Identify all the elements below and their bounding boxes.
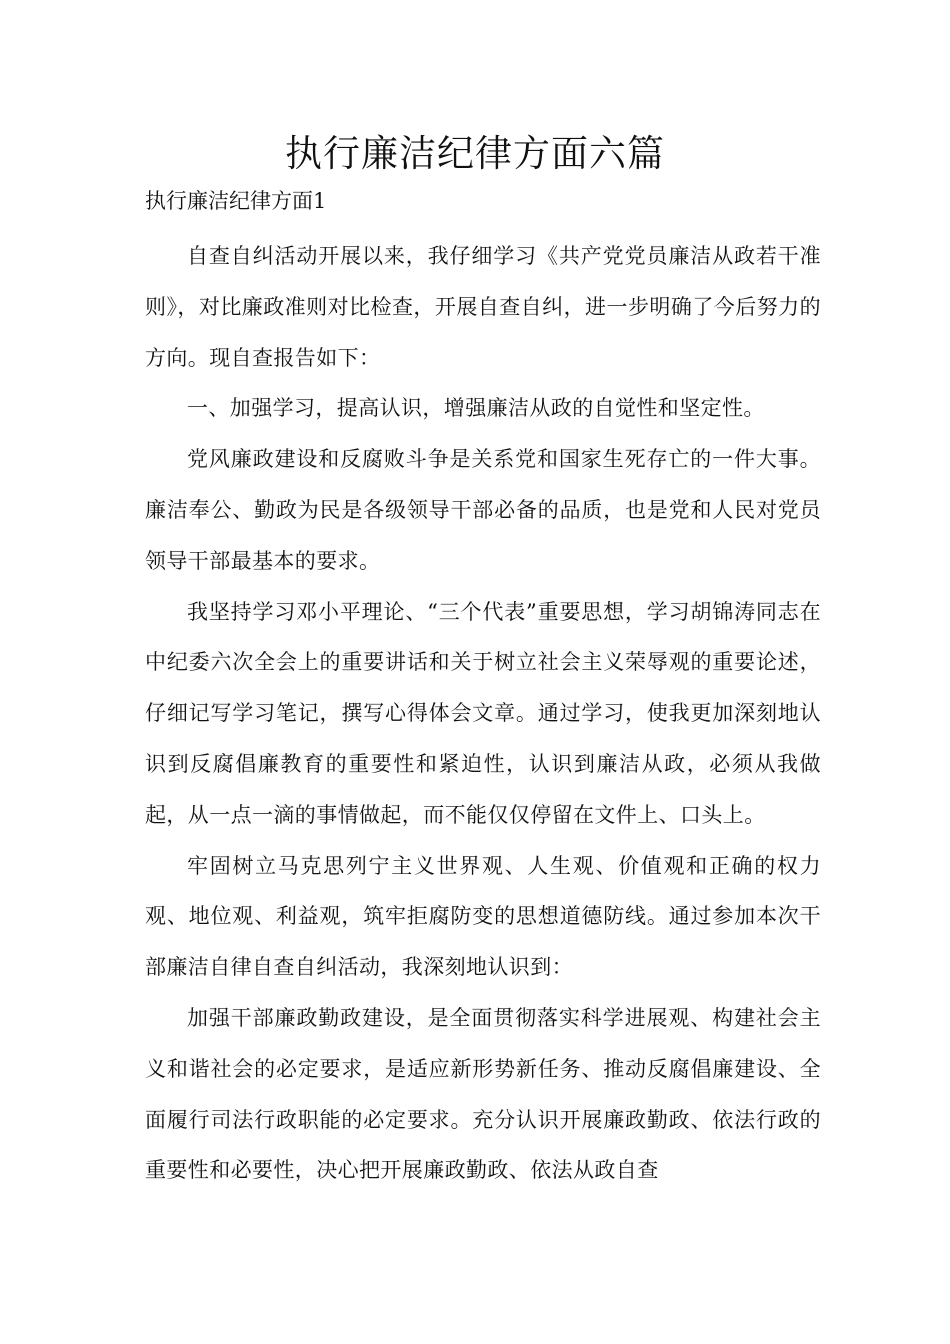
body-paragraph: 自查自纠活动开展以来，我仔细学习《共产党党员廉洁从政若干准则》，对比廉政准则对比检查，开展自查自纠，进一步明确了今后努力的方向。现自查报告如下：	[145, 244, 821, 370]
body-paragraph: 我坚持学习邓小平理论、“三个代表”重要思想，学习胡锦涛同志在中纪委六次全会上的重要讲话和关于树立社会主义荣辱观的重要论述，仔细记写学习笔记，撰写心得体会文章。通过学习，使我更加深刻地认识到反腐倡廉教育的重要性和紧迫性，认识到廉洁从政，必须从我做起，从一点一滴的事情做起，而不能仅仅停留在文件上、口头上。	[145, 599, 821, 827]
document-body	[145, 231, 821, 1196]
body-paragraph: 党风廉政建设和反腐败斗争是关系党和国家生死存亡的一件大事。廉洁奉公、勤政为民是各级领导干部必备的品质，也是党和人民对党员领导干部最基本的要求。	[145, 447, 821, 573]
document-title: 执行廉洁纪律方面六篇	[285, 132, 665, 175]
body-paragraph: 加强干部廉政勤政建设，是全面贯彻落实科学进展观、构建社会主义和谐社会的必定要求，是适应新形势新任务、推动反腐倡廉建设、全面履行司法行政职能的必定要求。充分认识开展廉政勤政、依法行政的重要性和必要性，决心把开展廉政勤政、依法从政自查	[145, 1005, 821, 1183]
section-heading: 执行廉洁纪律方面1	[145, 189, 327, 213]
body-paragraph: 一、加强学习，提高认识，增强廉洁从政的自觉性和坚定性。	[187, 396, 765, 421]
body-paragraph: 牢固树立马克思列宁主义世界观、人生观、价值观和正确的权力观、地位观、利益观，筑牢拒腐防变的思想道德防线。通过参加本次干部廉洁自律自查自纠活动，我深刻地认识到：	[145, 853, 821, 980]
